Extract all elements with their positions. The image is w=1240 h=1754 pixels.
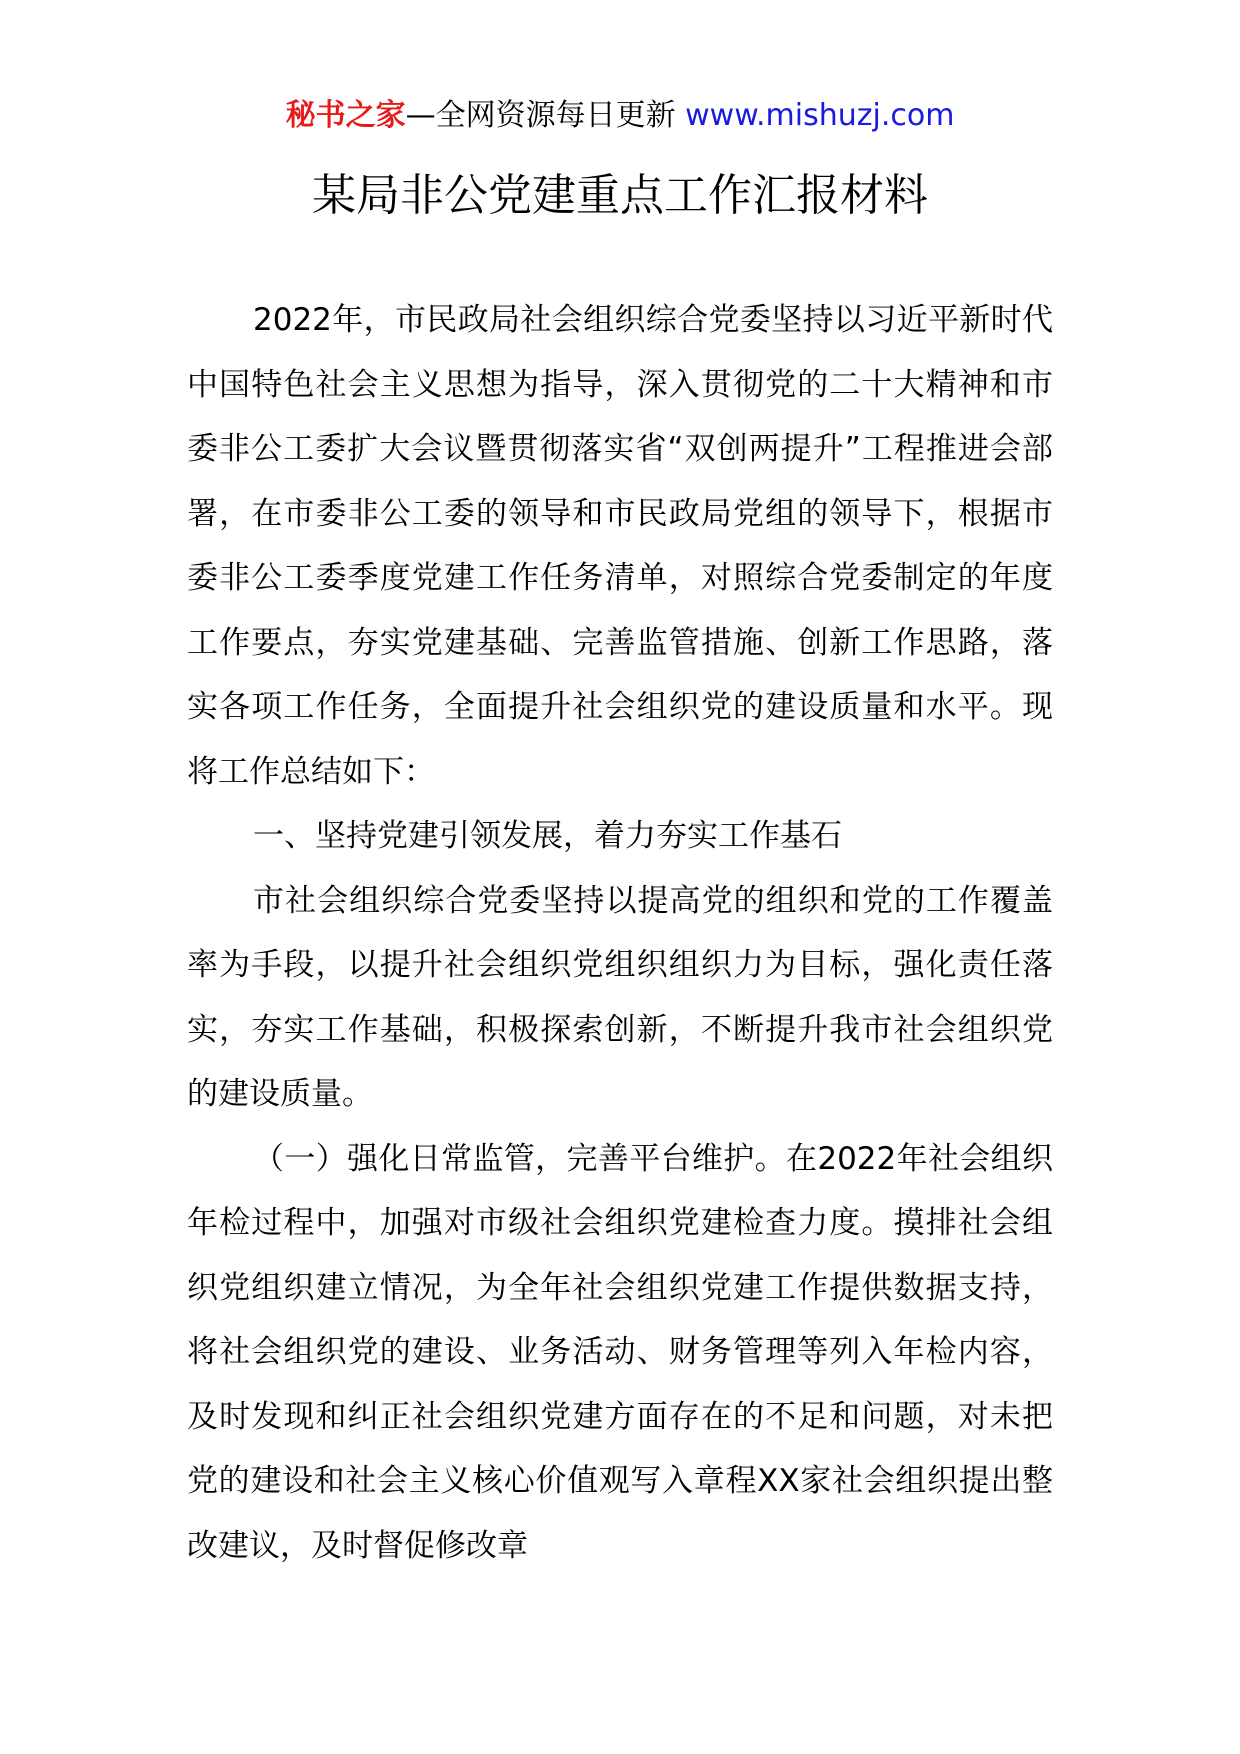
subsection-paragraph: （一）强化日常监管，完善平台维护。在2022年社会组织年检过程中，加强对市级社会组织党建检查力度。摸排社会组织党组织建立情况，为全年社会组织党建工作提供数据支持，将社会组织党的建设、业务活动、财务管理等列入年检内容，及时发现和纠正社会组织党建方面存在的不足和问题，对未把党的建设和社会主义核心价值观写入章程XX家社会组织提出整改建议，及时督促修改章 [187, 1140, 1053, 1564]
section-heading: 一、坚持党建引领发展，着力夯实工作基石 [253, 818, 842, 854]
site-brand: 秘书之家 [285, 98, 406, 133]
document-title: 某局非公党建重点工作汇报材料 [312, 170, 928, 221]
intro-paragraph: 2022年，市民政局社会组织综合党委坚持以习近平新时代中国特色社会主义思想为指导，深入贯彻党的二十大精神和市委非公工委扩大会议暨贯彻落实省“双创两提升”工程推进会部署，在市委非公工委的领导和市民政局党组的领导下，根据市委非公工委季度党建工作任务清单，对照综合党委制定的年度工作要点，夯实党建基础、完善监管措施、创新工作思路，落实各项工作任务，全面提升社会组织党的建设质量和水平。现将工作总结如下： [187, 302, 1053, 790]
site-url-link[interactable]: www.mishuzj.com [685, 98, 955, 133]
site-header [0, 96, 1240, 136]
site-tagline: —全网资源每日更新 [405, 98, 676, 133]
section-paragraph: 市社会组织综合党委坚持以提高党的组织和党的工作覆盖率为手段，以提升社会组织党组织组织力为目标，强化责任落实，夯实工作基础，积极探索创新，不断提升我市社会组织党的建设质量。 [187, 882, 1053, 1112]
document-body [187, 288, 1053, 1578]
